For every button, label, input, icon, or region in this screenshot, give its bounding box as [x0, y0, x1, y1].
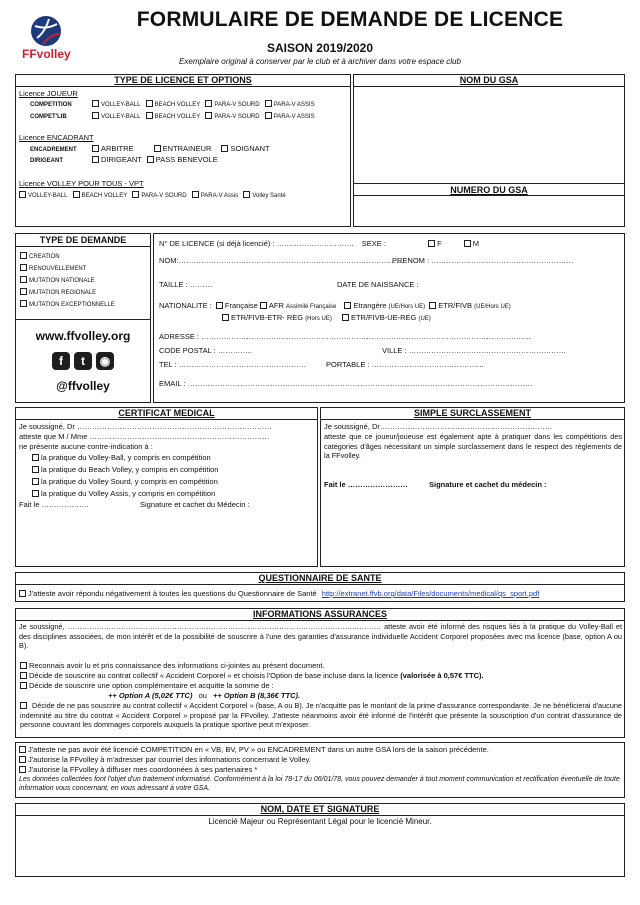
demand-type-section: TYPE DE DEMANDE CREATION RENOUVELLEMENT MUTATION NATIONALE MUTATION REGIONALE MUTATION EXCEPTIONNELLE www.ffvolley.org f t ◉ @ffvolley	[15, 233, 151, 403]
certificat-title: CERTIFICAT MEDICAL	[16, 408, 317, 420]
ville-field[interactable]: VILLE : ………………………………………………………	[382, 346, 567, 355]
sexe-m-checkbox[interactable]	[464, 240, 471, 247]
signature-title: NOM, DATE ET SIGNATURE	[16, 804, 624, 816]
competition-assis-checkbox[interactable]	[265, 100, 272, 107]
questionnaire-checkbox[interactable]	[19, 590, 26, 597]
season-title: SAISON 2019/2020	[266, 41, 374, 55]
encadrant-label: Licence ENCADRANT	[19, 133, 94, 142]
attestations-section: J'atteste ne pas avoir été licencié COMPETITION en « VB, BV, PV » ou ENCADREMENT dans un autre GSA lors de la saison précédente. J'autorise la FFvolley à m'adresser par courriel des informations concernant le Volley. J'autorise la FFvolley à diffuser mes coordonnées à ses partenaires * Les données collectées font l'objet d'un traitement informatisé. Conformément à la loi 78-17 du 06/01/78, vous pouvez demander à tout moment communication et rectification éventuelle de toute information vous concernant, en vous adressant à votre GSA.	[15, 742, 625, 798]
mutation-nationale-checkbox[interactable]	[20, 276, 27, 283]
gsa-name-field[interactable]	[354, 87, 624, 183]
identity-section: N° DE LICENCE (si déjà licencié) : …………………………. SEXE : F M NOM:……………………………………………………………………………… PRENOM : ………………………………………………… TAILLE : ……… DATE DE NAISSANCE : NATIONALITE : Française AFR Assimilé Française Etrangère (UE/Hors UE) ETR/FIVB (UE/Hors UE) ETR/FIVB-ETR- REG (Hors UE) ETR/FIVB-UE-REG (UE) ADRESSE : …………………………………………………………………………………………………………………… CODE POSTAL : ………….. VILLE : ……………………………………………………… TEL : …………………………………………… PORTABLE : ……………………………………… EMAIL : …………………………………………………………………………………………………………………………	[153, 233, 625, 403]
vpt-beach-checkbox[interactable]	[73, 191, 80, 198]
option-a[interactable]: ++ Option A (5,02€ TTC)	[108, 691, 193, 700]
assur-base-checkbox[interactable]	[20, 672, 27, 679]
nat-etr-ue-checkbox[interactable]	[342, 314, 349, 321]
assur-option-checkbox[interactable]	[20, 682, 27, 689]
vpt-assis-checkbox[interactable]	[192, 191, 199, 198]
assur-lu-checkbox[interactable]	[20, 662, 27, 669]
social-handle: @ffvolley	[56, 379, 110, 393]
taille-field[interactable]: TAILLE : ………	[159, 280, 213, 289]
instagram-icon[interactable]: ◉	[96, 352, 114, 370]
surclassement-section: SIMPLE SURCLASSEMENT Je soussigné, Dr…………………………………………………………… atteste que ce joueur/joueuse est également apte à pratiquer dans les compétitions des catégories d'âges nécessitant un simple surclassement dans le respect des règlements de la FFvolley. Fait le …………………… Signature et cachet du médecin :	[320, 407, 625, 567]
competition-sourd-checkbox[interactable]	[205, 100, 212, 107]
signature-field[interactable]	[16, 828, 624, 876]
creation-checkbox[interactable]	[20, 252, 27, 259]
signature-section: NOM, DATE ET SIGNATURE Licencié Majeur ou Représentant Légal pour le licencié Mineur.	[15, 803, 625, 877]
questionnaire-section: QUESTIONNAIRE DE SANTE J'atteste avoir répondu négativement à toutes les questions du Questionnaire de Santé http://extranet.ffvb.org/data/Files/documents/medical/qs_sport.pdf	[15, 572, 625, 602]
assurances-title: INFORMATIONS ASSURANCES	[16, 609, 624, 621]
competition-volley-checkbox[interactable]	[92, 100, 99, 107]
nat-etr-checkbox[interactable]	[344, 302, 351, 309]
competlib-beach-checkbox[interactable]	[146, 112, 153, 119]
questionnaire-link[interactable]: http://extranet.ffvb.org/data/Files/documents/medical/qs_sport.pdf	[321, 589, 540, 598]
pass-benevole-checkbox[interactable]	[147, 156, 154, 163]
code-postal-field[interactable]: CODE POSTAL : …………..	[159, 346, 252, 355]
certificat-section: CERTIFICAT MEDICAL Je soussigné, Dr …………………………………………………………………… atteste que M / Mme ……………………………………………………………… ne présente aucune contre-indication à : la pratique du Volley-Ball, y compris en compétition la pratique du Beach Volley, y compris en compétition la pratique du Volley Sourd, y compris en compétition la pratique du Volley Assis, y compris en compétition Fait le ………………. Signature et cachet du Médecin :	[15, 407, 318, 567]
patient-name-field[interactable]: atteste que M / Mme ………………………………………………………………	[19, 432, 270, 441]
encadrement-label: ENCADREMENT	[30, 147, 77, 153]
renouvellement-checkbox[interactable]	[20, 264, 27, 271]
website-link[interactable]: www.ffvolley.org	[35, 329, 131, 343]
mutation-exceptionnelle-checkbox[interactable]	[20, 300, 27, 307]
soignant-checkbox[interactable]	[221, 145, 228, 152]
cert-date-field[interactable]: Fait le ……………….	[19, 500, 89, 509]
competlib-assis-checkbox[interactable]	[265, 112, 272, 119]
rgpd-notice: Les données collectées font l'objet d'un traitement informatisé. Conformément à la loi 78-17 du 06/01/78, vous pouvez demander à tout moment communication et rectification éventuelle de toute information vous concernant, en vous adressant à votre GSA.	[19, 776, 620, 792]
licence-type-title: TYPE DE LICENCE ET OPTIONS	[16, 75, 350, 87]
gsa-section	[353, 74, 625, 227]
dirigeant-label: DIRIGEANT	[30, 158, 63, 164]
attest-competition-checkbox[interactable]	[19, 746, 26, 753]
portable-field[interactable]: PORTABLE : ………………………………………	[326, 360, 485, 369]
nat-afr-checkbox[interactable]	[260, 302, 267, 309]
logo-text: FFvolley	[22, 47, 71, 61]
gsa-number-title: NUMERO DU GSA	[354, 183, 624, 196]
demand-type-title: TYPE DE DEMANDE	[16, 234, 150, 247]
vpt-volley-checkbox[interactable]	[19, 191, 26, 198]
header-note: Exemplaire original à conserver par le club et à archiver dans votre espace club	[179, 57, 461, 66]
arbitre-checkbox[interactable]	[92, 145, 99, 152]
assurances-section: INFORMATIONS ASSURANCES Je soussigné, ………………………………………………………………………………………………………………… atteste avoir été informé des risques liés à la pratique du Volley-Ball et des disciplines associées, de mon intérêt et de la possibilité de souscrire à l'une des garanties d'assurance individuelle Accident Corporel proposées avec ma licence (base, option A ou B). Reconnais avoir lu et pris connaissance des informations ci-jointes au présent document. Décide de souscrire au contrat collectif « Accident Corporel » et choisis l'Option de base incluse dans la licence (valorisée à 0,57€ TTC). Décide de souscrire une option complémentaire et acquitte la somme de : ++ Option A (5,02€ TTC) ou ++ Option B (8,36€ TTC). Décide de ne pas souscrire au contrat collectif « Accident Corporel » (base, A ou B). Je n'acquitte pas le montant de la prime d'assurance correspondante. Je ne bénéficierai d'aucune indemnité au titre du contrat « Accident Corporel » proposé par la FFvolley. J'atteste néanmoins avoir été informé de l'intérêt que présente la souscription d'un contrat d'assurance de personne couvrant les dommages corporels auxquels la pratique sportive peut m'exposer.	[15, 608, 625, 738]
mutation-regionale-checkbox[interactable]	[20, 288, 27, 295]
sexe-f-checkbox[interactable]	[428, 240, 435, 247]
competition-label: COMPETITION	[30, 102, 72, 108]
competlib-sourd-checkbox[interactable]	[205, 112, 212, 119]
nom-field[interactable]: NOM:………………………………………………………………………………	[159, 256, 404, 265]
surclassement-doctor-field[interactable]: Je soussigné, Dr……………………………………………………………	[324, 422, 553, 431]
option-b[interactable]: ++ Option B (8,36€ TTC).	[213, 691, 301, 700]
tel-field[interactable]: TEL : ……………………………………………	[159, 360, 307, 369]
surclassement-date-field[interactable]: Fait le ……………………	[324, 480, 408, 489]
vpt-sante-checkbox[interactable]	[243, 191, 250, 198]
email-field[interactable]: EMAIL : …………………………………………………………………………………………………………………………	[159, 379, 533, 388]
nat-etr-reg-checkbox[interactable]	[222, 314, 229, 321]
vpt-label: Licence VOLLEY POUR TOUS - VPT	[19, 179, 144, 188]
doctor-name-field[interactable]: Je soussigné, Dr ……………………………………………………………………	[19, 422, 272, 431]
competition-beach-checkbox[interactable]	[146, 100, 153, 107]
social-icons	[16, 352, 150, 370]
ffvolley-logo-mark	[31, 16, 61, 46]
entraineur-checkbox[interactable]	[154, 145, 161, 152]
gsa-name-title: NOM DU GSA	[354, 75, 624, 87]
competlib-label: COMPET'LIB	[30, 114, 67, 120]
page-title: FORMULAIRE DE DEMANDE DE LICENCE	[136, 8, 564, 31]
gsa-number-field[interactable]	[354, 196, 624, 226]
joueur-label: Licence JOUEUR	[19, 89, 78, 98]
attest-courriel-checkbox[interactable]	[19, 756, 26, 763]
prenom-field[interactable]: PRENOM : …………………………………………………	[392, 256, 574, 265]
competlib-volley-checkbox[interactable]	[92, 112, 99, 119]
cert-assis-checkbox[interactable]	[32, 490, 39, 497]
nat-etr-fivb-checkbox[interactable]	[429, 302, 436, 309]
volleyball-icon	[31, 16, 61, 46]
licence-number-field[interactable]: N° DE LICENCE (si déjà licencié) : ………………………….	[159, 239, 354, 248]
nat-fr-checkbox[interactable]	[216, 302, 223, 309]
facebook-icon[interactable]: f	[52, 352, 70, 370]
questionnaire-title: QUESTIONNAIRE DE SANTE	[16, 573, 624, 585]
assur-refus-checkbox[interactable]	[20, 702, 27, 709]
licence-type-section: TYPE DE LICENCE ET OPTIONS Licence JOUEUR COMPETITION VOLLEY-BALL BEACH VOLLEY PARA-V SOURD PARA-V ASSIS COMPET'LIB VOLLEY-BALL BEACH VOLLEY PARA-V SOURD PARA-V ASSIS Licence ENCADRANT ENCADREMENT ARBITRE ENTRAINEUR SOIGNANT DIRIGEANT DIRIGEANT PASS BENEVOLE Licence VOLLEY POUR TOUS - VPT VOLLEY-BALL BEACH VOLLEY PARA-V SOURD PARA-V Assis Volley Santé	[15, 74, 351, 227]
adresse-field[interactable]: ADRESSE : ……………………………………………………………………………………………………………………	[159, 332, 532, 341]
twitter-icon[interactable]: t	[74, 352, 92, 370]
naissance-field[interactable]: DATE DE NAISSANCE :	[337, 280, 419, 289]
vpt-sourd-checkbox[interactable]	[132, 191, 139, 198]
cert-volley-checkbox[interactable]	[32, 454, 39, 461]
dirigeant-checkbox[interactable]	[92, 156, 99, 163]
cert-sourd-checkbox[interactable]	[32, 478, 39, 485]
surclassement-title: SIMPLE SURCLASSEMENT	[321, 408, 624, 420]
attest-partenaires-checkbox[interactable]	[19, 766, 26, 773]
cert-beach-checkbox[interactable]	[32, 466, 39, 473]
